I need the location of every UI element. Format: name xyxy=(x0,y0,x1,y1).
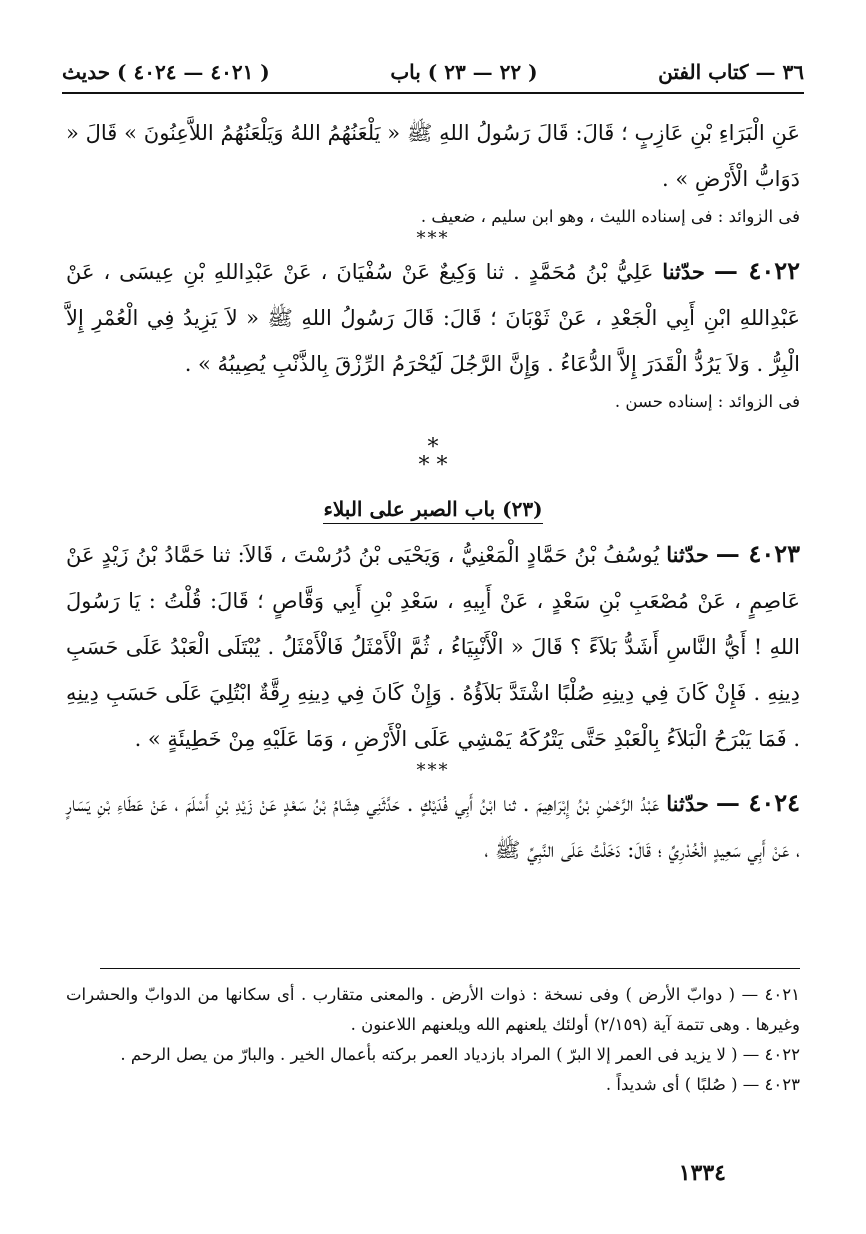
zawaid-note: فى الزوائد : فى إسناده الليث ، وهو ابن سليم ، ضعيف . xyxy=(420,207,800,226)
hadith-lead-word: حدّثنا xyxy=(662,259,705,284)
hadith-lead-word: حدّثنا xyxy=(666,542,709,567)
hadith-number: ٤٠٢٣ — xyxy=(715,539,800,568)
hadith-4021-continuation xyxy=(66,110,800,202)
hadith-4023 xyxy=(66,531,800,762)
hadith-text: عَلِيُّ بْنُ مُحَمَّدٍ . ثنا وَكِيعٌ عَنْ سُفْيَانَ ، عَنْ عَبْدِاللهِ بْنِ عِيسَى ، عَنْ عَبْدِاللهِ ابْنِ أَبِي الْجَعْدِ ، عَنْ ثَوْبَانَ ؛ قَالَ: قَالَ رَسُولُ اللهِ ﷺ « لاَ يَزِيدُ فِي الْعُمْرِ إِلاَّ الْبِرُّ . وَلاَ يَرُدُّ الْقَدَرَ إِلاَّ الدُّعَاءُ . وَإِنَّ الرَّجُلَ لَيُحْرَمُ الرِّزْقَ بِالذَّنْبِ يُصِيبُهُ » . xyxy=(66,260,800,376)
separator-stars: *** xyxy=(416,228,450,249)
hadith-number: ٤٠٢٤ — xyxy=(715,788,800,817)
chapter-range: ( ٢٢ — ٢٣ ) باب xyxy=(390,60,538,84)
footnote-4023: ٤٠٢٣ — ( صُلبًا ) أى شديداً . xyxy=(605,1075,800,1094)
footnote-4021: ٤٠٢١ — ( دوابّ الأرض ) وفى نسخة : ذوات الأرض . والمعنى متقارب . أى سكانها من الدوابّ والحشرات وغيرها . وهى تتمة آية (٢/١٥٩) أولئك يلعنهم الله ويلعنهم اللاعنون . xyxy=(66,985,800,1034)
footnote-divider xyxy=(100,968,800,969)
hadith-lead-word: حدّثنا xyxy=(666,791,709,816)
zawaid-note: فى الزوائد : إسناده حسن . xyxy=(614,392,800,411)
hadith-4022 xyxy=(66,248,800,387)
hadith-range: ( ٤٠٢١ — ٤٠٢٤ ) حديث xyxy=(62,60,270,84)
running-header xyxy=(62,52,804,94)
page-number: ١٣٣٤ xyxy=(678,1160,726,1186)
chapter-divider-stars: * * * xyxy=(418,435,448,478)
hadith-text: عَبْدُ الرَّحْمٰنِ بْنُ إِبْرَاهِيمَ . ثنا ابْنُ أَبِي فُدَيْكٍ . حَدَّثَنِي هِشَامُ بْنُ سَعْدٍ عَنْ زَيْدِ بْنِ أَسْلَمَ ، عَنْ عَطَاءِ بْنِ يَسَارٍ ، عَنْ أَبِي سَعِيدٍ الْخُدْرِيِّ ؛ قَالَ: دَخَلْتُ عَلَى النَّبِيِّ ﷺ ، xyxy=(66,792,800,862)
main-text xyxy=(66,110,800,873)
page-and-book-title: ٣٦ — كتاب الفتن xyxy=(658,60,804,84)
hadith-4024 xyxy=(66,780,800,873)
separator-stars: *** xyxy=(416,760,450,781)
footnote-4022: ٤٠٢٢ — ( لا يزيد فى العمر إلا البرّ ) المراد بازدياد العمر بركته بأعمال الخير . والبارّ من يصل الرحم . xyxy=(120,1045,800,1064)
footnotes xyxy=(66,980,800,1100)
hadith-text: يُوسُفُ بْنُ حَمَّادٍ الْمَعْنِيُّ ، وَيَحْيَى بْنُ دُرُسْتَ ، قَالاَ: ثنا حَمَّادُ بْنُ زَيْدٍ عَنْ عَاصِمٍ ، عَنْ مُصْعَبِ بْنِ سَعْدٍ ، عَنْ أَبِيهِ ، سَعْدِ بْنِ أَبِي وَقَّاصٍ ؛ قَالَ: قُلْتُ : يَا رَسُولَ اللهِ ! أَيُّ النَّاسِ أَشَدُّ بَلاَءً ؟ قَالَ « الْأَنْبِيَاءُ ، ثُمَّ الْأَمْثَلُ فَالْأَمْثَلُ . يُبْتَلَى الْعَبْدُ عَلَى حَسَبِ دِينِهِ . فَإِنْ كَانَ فِي دِينِهِ صُلْبًا اشْتَدَّ بَلاَؤُهُ . وَإِنْ كَانَ فِي دِينِهِ رِقَّةٌ ابْتُلِيَ عَلَى حَسَبِ دِينِهِ . فَمَا يَبْرَحُ الْبَلاَءُ بِالْعَبْدِ حَتَّى يَتْرُكَهُ يَمْشِي عَلَى الْأَرْضِ ، وَمَا عَلَيْهِ مِنْ خَطِيئَةٍ » . xyxy=(66,543,800,751)
hadith-text: عَنِ الْبَرَاءِ بْنِ عَازِبٍ ؛ قَالَ: قَالَ رَسُولُ اللهِ ﷺ « يَلْعَنُهُمُ اللهُ وَيَلْعَنُهُمُ اللاَّعِنُونَ » قَالَ « دَوَابُّ الْأَرْضِ » . xyxy=(66,121,800,191)
hadith-number: ٤٠٢٢ — xyxy=(713,256,800,285)
chapter-title: (٢٣) باب الصبر على البلاء xyxy=(66,493,800,525)
